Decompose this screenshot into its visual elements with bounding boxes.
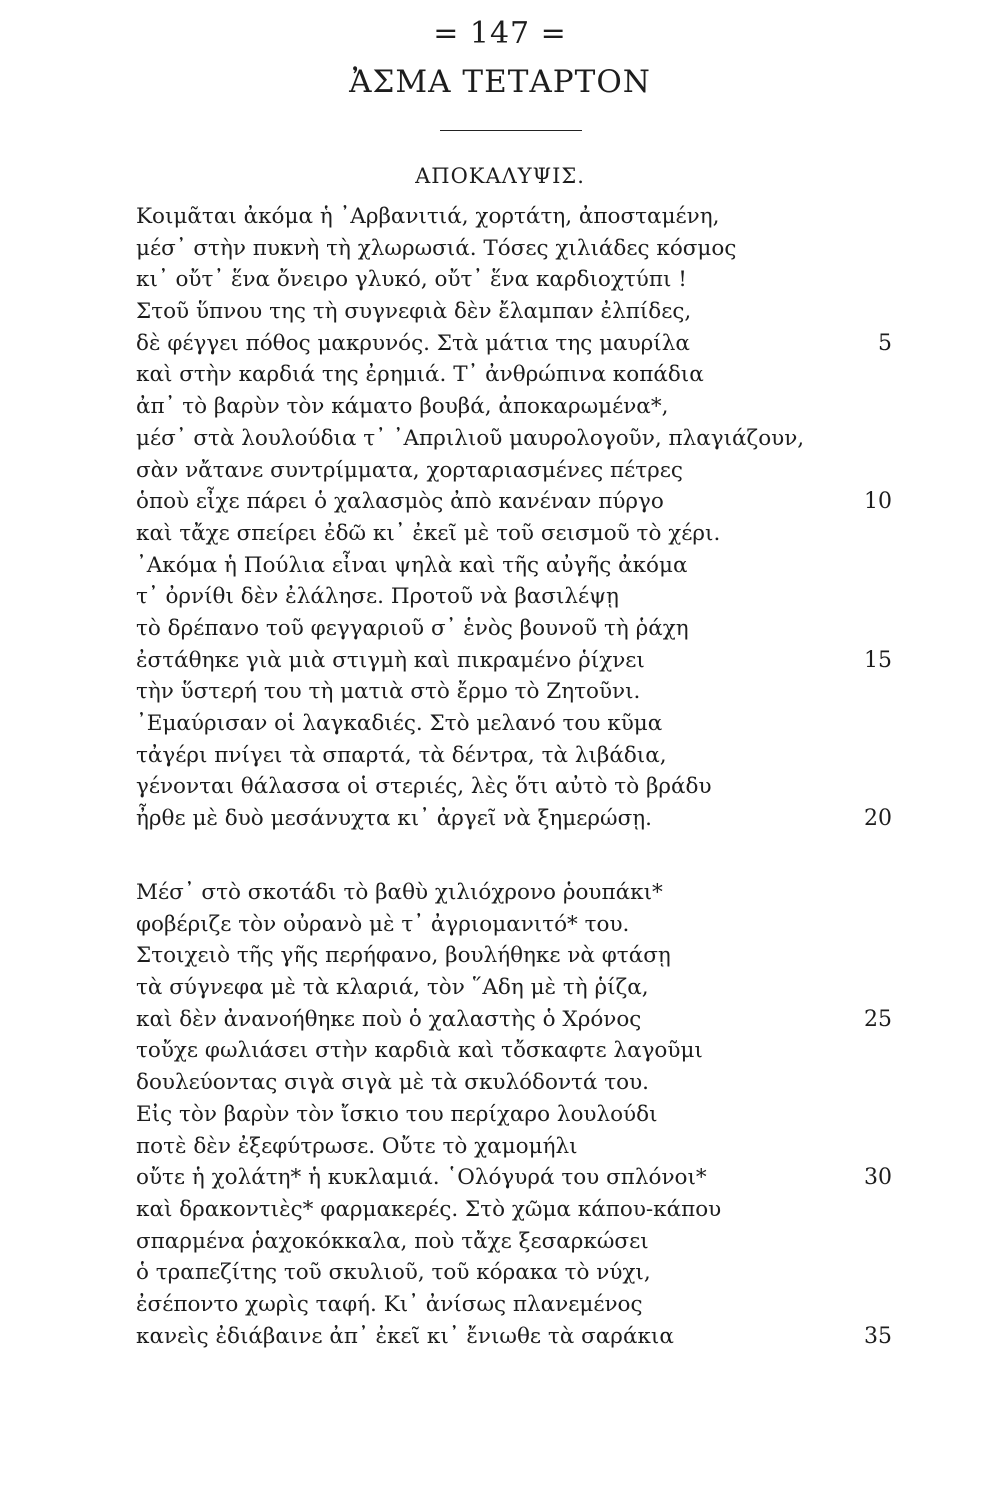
stanza-2 <box>0 877 1000 1352</box>
verse-line <box>0 771 1000 803</box>
verse-line <box>0 550 1000 582</box>
line-number: 30 <box>864 1165 892 1191</box>
line-number: 25 <box>864 1006 892 1032</box>
verse-text: ὁ τραπεζίτης τοῦ σκυλιοῦ, τοῦ κόρακα τὸ νύχι, <box>136 1260 651 1286</box>
verse-text: κι᾿ οὔτ᾿ ἕνα ὄνειρο γλυκό, οὔτ᾿ ἕνα καρδιοχτύπι ! <box>136 267 687 293</box>
line-number: 20 <box>864 806 892 832</box>
verse-text: καὶ δὲν ἀνανοήθηκε ποὺ ὁ χαλαστὴς ὁ Χρόνος <box>136 1006 642 1032</box>
verse-line <box>0 1257 1000 1289</box>
verse-line <box>0 877 1000 909</box>
verse-text: ἐστάθηκε γιὰ μιὰ στιγμὴ καὶ πικραμένο ῥίχνει <box>136 647 645 673</box>
verse-text: μέσ᾿ στὴν πυκνὴ τὴ χλωρωσιά. Τόσες χιλιάδες κόσμος <box>136 235 737 261</box>
verse-line <box>0 423 1000 455</box>
verse-line <box>0 740 1000 772</box>
verse-line <box>0 676 1000 708</box>
verse-line <box>0 708 1000 740</box>
verse-line <box>0 1162 1000 1194</box>
verse-text: γένονται θάλασσα οἱ στεριές, λὲς ὅτι αὐτὸ τὸ βράδυ <box>136 774 712 800</box>
verse-line <box>0 391 1000 423</box>
verse-line <box>0 972 1000 1004</box>
verse-line <box>0 518 1000 550</box>
verse-line <box>0 581 1000 613</box>
verse-text: καὶ στὴν καρδιά της ἐρημιά. Τ᾿ ἀνθρώπινα κοπάδια <box>136 362 704 388</box>
verse-text: μέσ᾿ στὰ λουλούδια τ᾿ ᾿Απριλιοῦ μαυρολογοῦν, πλαγιάζουν, <box>136 425 805 451</box>
song-title: ἈΣΜΑ ΤΕΤΑΡΤΟΝ <box>349 64 651 100</box>
verse-line <box>0 1289 1000 1321</box>
verse-line <box>0 909 1000 941</box>
verse-line <box>0 328 1000 360</box>
verse-line <box>0 1321 1000 1353</box>
verse-text: Στοιχειὸ τῆς γῆς περήφανο, βουλήθηκε νὰ φτάσῃ <box>136 943 671 969</box>
verse-text: οὔτε ἡ χολάτη* ἡ κυκλαμιά. ῾Ολόγυρά του σπλόνοι* <box>136 1165 707 1191</box>
verse-line <box>0 1194 1000 1226</box>
title-divider <box>440 130 582 131</box>
verse-text: δουλεύοντας σιγὰ σιγὰ μὲ τὰ σκυλόδοντά του. <box>136 1070 650 1096</box>
verse-line <box>0 486 1000 518</box>
verse-line <box>0 613 1000 645</box>
verse-text: ποτὲ δὲν ἐξεφύτρωσε. Οὔτε τὸ χαμομήλι <box>136 1133 578 1159</box>
verse-text: καὶ τἄχε σπείρει ἐδῶ κι᾿ ἐκεῖ μὲ τοῦ σεισμοῦ τὸ χέρι. <box>136 520 721 546</box>
line-number: 5 <box>878 330 892 356</box>
verse-line <box>0 1035 1000 1067</box>
verse-text: τ᾿ ὀρνίθι δὲν ἐλάλησε. Προτοῦ νὰ βασιλέψῃ <box>136 584 619 610</box>
verse-line <box>0 455 1000 487</box>
verse-text: δὲ φέγγει πόθος μακρυνός. Στὰ μάτια της μαυρίλα <box>136 330 690 356</box>
verse-text: τὴν ὕστερή του τὴ ματιὰ στὸ ἔρμο τὸ Ζητοῦνι. <box>136 679 641 705</box>
verse-text: ἦρθε μὲ δυὸ μεσάνυχτα κι᾿ ἀργεῖ νὰ ξημερώσῃ. <box>136 806 652 832</box>
page-number: = 147 = <box>433 16 567 51</box>
verse-text: ἐσέποντο χωρὶς ταφή. Κι᾿ ἀνίσως πλανεμένος <box>136 1291 643 1317</box>
section-title: ΑΠΟΚΑΛΥΨΙΣ. <box>415 164 585 188</box>
verse-line <box>0 359 1000 391</box>
verse-text: τοὔχε φωλιάσει στὴν καρδιὰ καὶ τὄσκαφτε λαγοῦμι <box>136 1038 703 1064</box>
verse-text: σπαρμένα ῥαχοκόκκαλα, ποὺ τἄχε ξεσαρκώσει <box>136 1228 649 1254</box>
verse-text: Στοῦ ὕπνου της τὴ συγνεφιὰ δὲν ἔλαμπαν ἐλπίδες, <box>136 299 692 325</box>
verse-line <box>0 1131 1000 1163</box>
verse-text: ὁποὺ εἶχε πάρει ὁ χαλασμὸς ἀπὸ κανέναν πύργο <box>136 489 664 515</box>
verse-text: κανεὶς ἐδιάβαινε ἀπ᾿ ἐκεῖ κι᾿ ἔνιωθε τὰ σαράκια <box>136 1323 674 1349</box>
verse-text: ἀπ᾿ τὸ βαρὺν τὸν κάματο βουβά, ἀποκαρωμένα*, <box>136 394 669 420</box>
verse-line <box>0 940 1000 972</box>
verse-line <box>0 803 1000 835</box>
verse-text: Εἰς τὸν βαρὺν τὸν ἴσκιο του περίχαρο λουλούδι <box>136 1101 658 1127</box>
line-number: 10 <box>864 489 892 515</box>
verse-text: Μέσ᾿ στὸ σκοτάδι τὸ βαθὺ χιλιόχρονο ῥουπάκι* <box>136 880 663 905</box>
verse-text: τἀγέρι πνίγει τὰ σπαρτά, τὰ δέντρα, τὰ λιβάδια, <box>136 742 667 768</box>
verse-line <box>0 1004 1000 1036</box>
verse-line <box>0 1226 1000 1258</box>
line-number: 35 <box>864 1323 892 1349</box>
verse-text: ᾿Ακόμα ἡ Πούλια εἶναι ψηλὰ καὶ τῆς αὐγῆς ἀκόμα <box>136 552 688 578</box>
verse-line <box>0 233 1000 265</box>
verse-line <box>0 264 1000 296</box>
verse-line <box>0 1099 1000 1131</box>
verse-text: ᾿Εμαύρισαν οἱ λαγκαδιές. Στὸ μελανό του κῦμα <box>136 711 663 736</box>
verse-text: καὶ δρακοντιὲς* φαρμακερές. Στὸ χῶμα κάπου-κάπου <box>136 1196 722 1222</box>
verse-text: τὰ σύγνεφα μὲ τὰ κλαριά, τὸν ῞Αδη μὲ τὴ ῥίζα, <box>136 975 649 1001</box>
verse-text: Κοιμᾶται ἀκόμα ἡ ᾿Αρβανιτιά, χορτάτη, ἀποσταμένη, <box>136 204 720 229</box>
verse-line <box>0 645 1000 677</box>
stanza-1 <box>0 201 1000 835</box>
verse-line <box>0 296 1000 328</box>
verse-line <box>0 1067 1000 1099</box>
verse-line <box>0 201 1000 233</box>
line-number: 15 <box>864 647 892 673</box>
verse-text: τὸ δρέπανο τοῦ φεγγαριοῦ σ᾿ ἑνὸς βουνοῦ τὴ ῥάχη <box>136 615 689 641</box>
verse-text: σὰν νἄτανε συντρίμματα, χορταριασμένες πέτρες <box>136 457 683 483</box>
verse-text: φοβέριζε τὸν οὐρανὸ μὲ τ᾿ ἀγριομανιτό* του. <box>136 911 630 937</box>
